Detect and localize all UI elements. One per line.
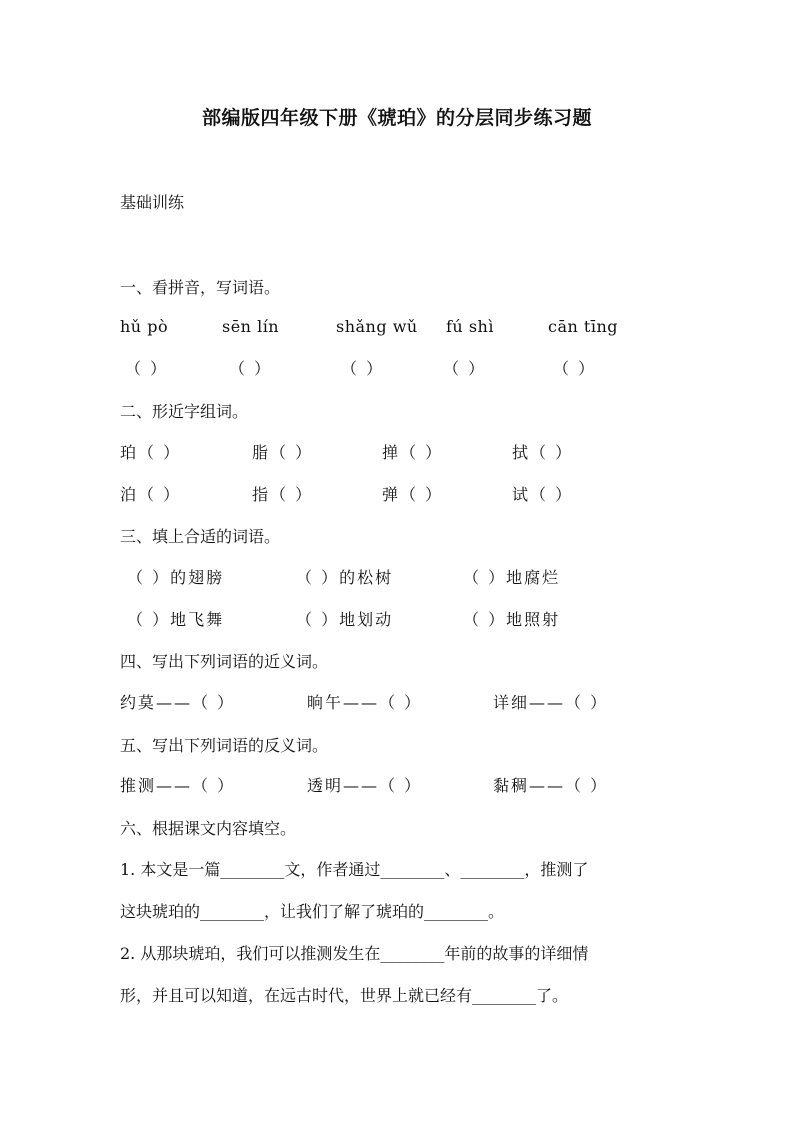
q2-item[interactable]: 掸（ ） [382, 443, 444, 462]
q3-item[interactable]: （ ）的翅膀 [127, 568, 225, 587]
section-label: 基础训练 [120, 193, 185, 212]
q2-item[interactable]: 弹（ ） [382, 485, 444, 504]
q4-heading: 四、写出下列词语的近义词。 [120, 652, 329, 671]
q2-item[interactable]: 试（ ） [512, 485, 574, 504]
q2-item[interactable]: 脂（ ） [252, 443, 314, 462]
q5-heading: 五、写出下列词语的反义词。 [120, 736, 329, 755]
q3-item[interactable]: （ ）地飞舞 [127, 610, 225, 629]
q2-item[interactable]: 泊（ ） [120, 485, 182, 504]
q6-paragraph-2-line-1: 2. 从那块琥珀，我们可以推测发生在________年前的故事的详细情 [120, 944, 589, 963]
q1-pinyin-4: fú shì [446, 317, 494, 336]
q2-item[interactable]: 指（ ） [252, 485, 314, 504]
q5-item[interactable]: 黏稠——（ ） [493, 776, 609, 795]
q4-item[interactable]: 约莫——（ ） [120, 693, 236, 712]
q6-paragraph-2-line-2: 形，并且可以知道，在远古时代，世界上就已经有________了。 [120, 986, 569, 1005]
q1-blank-1[interactable]: （ ） [125, 359, 169, 378]
q1-blank-5[interactable]: （ ） [553, 359, 597, 378]
q2-item[interactable]: 拭（ ） [512, 443, 574, 462]
q3-item[interactable]: （ ）地划动 [296, 610, 394, 629]
page-title: 部编版四年级下册《琥珀》的分层同步练习题 [201, 107, 592, 129]
q5-item[interactable]: 推测——（ ） [120, 776, 236, 795]
q6-paragraph-1-line-2: 这块琥珀的________，让我们了解了琥珀的________。 [120, 902, 505, 921]
q3-item[interactable]: （ ）地照射 [463, 610, 561, 629]
q5-item[interactable]: 透明——（ ） [307, 776, 423, 795]
q3-heading: 三、填上合适的词语。 [120, 527, 281, 546]
q4-item[interactable]: 详细——（ ） [493, 693, 609, 712]
q3-item[interactable]: （ ）的松树 [296, 568, 394, 587]
q1-blank-3[interactable]: （ ） [341, 359, 385, 378]
q2-item[interactable]: 珀（ ） [120, 443, 182, 462]
q2-heading: 二、形近字组词。 [120, 402, 249, 421]
q1-pinyin-5: cān tīng [548, 317, 618, 336]
q1-blank-4[interactable]: （ ） [443, 359, 487, 378]
q4-item[interactable]: 晌午——（ ） [307, 693, 423, 712]
q1-pinyin-1: hǔ pò [120, 317, 169, 336]
q1-blank-2[interactable]: （ ） [229, 359, 273, 378]
q1-pinyin-3: shǎng wǔ [336, 317, 418, 336]
q3-item[interactable]: （ ）地腐烂 [463, 568, 561, 587]
q6-heading: 六、根据课文内容填空。 [120, 819, 297, 838]
q1-heading: 一、看拼音，写词语。 [120, 278, 281, 297]
q1-pinyin-2: sēn lín [222, 317, 280, 336]
q6-paragraph-1-line-1: 1. 本文是一篇________文，作者通过________、________，推测了 [120, 860, 589, 879]
